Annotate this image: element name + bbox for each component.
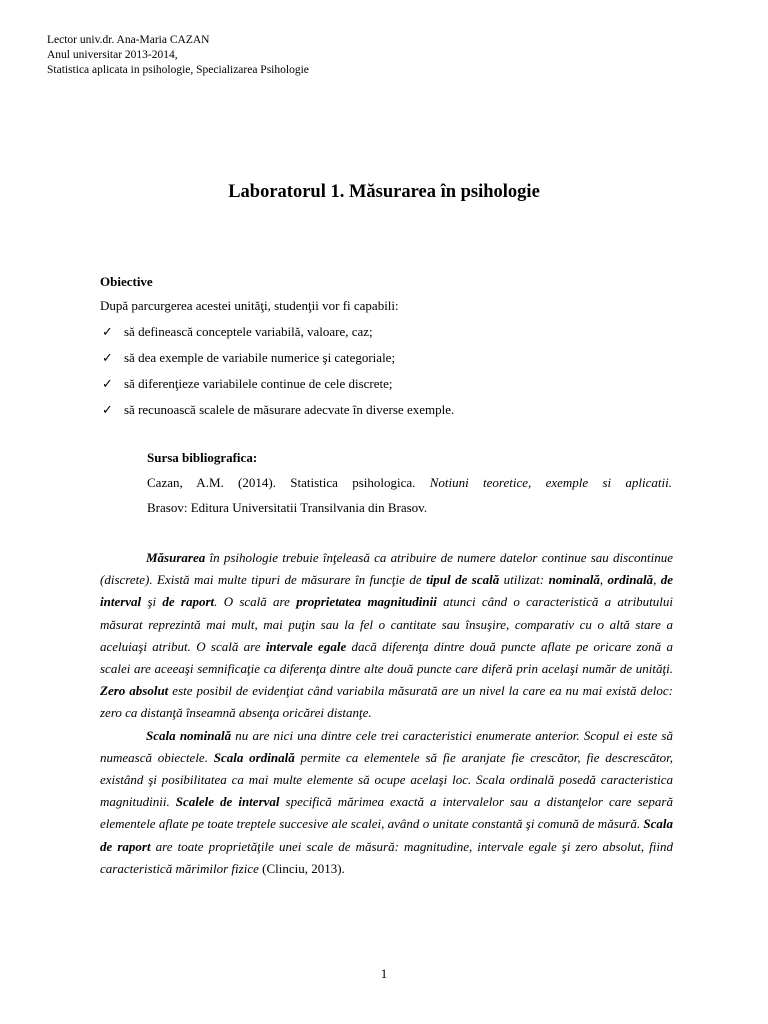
term-nominala: nominală — [548, 572, 600, 588]
bibliography-heading: Sursa bibliografica: — [147, 450, 258, 465]
text-run: în psihologie trebuie înţeleasă ca atribuire de numere datelor continue sau discontinue (discrete). Există mai multe tipuri de măsurare în funcţie de — [100, 550, 673, 588]
header-course: Statistica aplicata in psihologie, Specializarea Psihologie — [47, 64, 309, 76]
paragraph-scales — [100, 725, 673, 880]
text-run: dacă diferenţa dintre două puncte aflate pe oricare zonă a scalei are aceeaşi semnificaţie ca diferenţa dintre alte două puncte care diferă prin acelaşi număr de unităţi. — [100, 638, 673, 677]
bibliography-section — [147, 450, 672, 516]
checkmark-icon: ✓ — [102, 324, 113, 339]
page-title: Laboratorul 1. Măsurarea în psihologie — [228, 182, 540, 202]
text-run: utilizat: — [499, 572, 549, 588]
body-text — [100, 547, 673, 880]
checkmark-icon: ✓ — [102, 402, 113, 417]
document-header — [47, 33, 309, 78]
text-run: este posibil de evidenţiat când variabila măsurată are un nivel la care ea nu mai există deloc: zero ca distanţă înseamnă absenţa oricărei distanţe. — [100, 683, 673, 721]
objective-text: să dea exemple de variabile numerice şi categoriale; — [124, 350, 396, 365]
bibliography-publisher: Brasov: Editura Universitatii Transilvania din Brasov. — [147, 500, 428, 515]
checkmark-icon: ✓ — [102, 376, 113, 391]
text-run: . O scală are — [214, 594, 297, 610]
term-de-interval: de interval — [100, 572, 674, 610]
term-scala-ordinala: Scala ordinală — [213, 749, 295, 765]
text-run: atunci când o caracteristică a atributului măsurat reprezintă mai mult, mai puţin sau la fel o cantitate sau însuşire, comparativ cu o altă stare a aceluiaşi atribut. O scală are — [100, 594, 674, 654]
text-run: nu are nici una dintre cele trei caracteristici enumerate anterior. Scopul ei este să numească obiectele. — [100, 727, 673, 765]
term-intervale-egale: intervale egale — [265, 638, 347, 654]
list-item — [100, 324, 454, 340]
term-de-raport: de raport — [162, 594, 215, 610]
list-item — [100, 376, 454, 392]
term-ordinala: ordinală — [607, 572, 654, 588]
text-run: şi — [141, 594, 163, 610]
objectives-heading: Obiective — [100, 274, 153, 289]
text-run: specifică mărimea exactă a intervalelor sau a distanţelor care separă elementele aflate pe toate treptele succesive ale scalei, având o unitate constantă şi comună de măsură. — [100, 794, 673, 832]
citation-subtitle: Notiuni teoretice, exemple si aplicatii. — [429, 475, 672, 490]
objective-text: să recunoască scalele de măsurare adecvate în diverse exemple. — [124, 402, 455, 417]
citation-clinciu: (Clinciu, 2013). — [258, 860, 345, 876]
list-item — [100, 402, 454, 418]
text-run: , — [653, 572, 661, 588]
term-proprietatea-magnitudinii: proprietatea magnitudinii — [296, 594, 437, 610]
term-scala-de-raport: Scala de raport — [100, 816, 673, 854]
objectives-section — [100, 274, 454, 418]
paragraph-measurement — [100, 547, 673, 725]
citation-author-title: Cazan, A.M. (2014). Statistica psihologica. — [147, 475, 430, 490]
checkmark-icon: ✓ — [102, 350, 113, 365]
text-run: , — [599, 572, 608, 588]
objectives-list — [100, 324, 454, 418]
objectives-intro: După parcurgerea acestei unităţi, studenţii vor fi capabili: — [100, 298, 399, 313]
term-tipul-de-scala: tipul de scală — [426, 572, 500, 588]
objective-text: să diferenţieze variabilele continue de cele discrete; — [124, 376, 393, 391]
page-number: 1 — [380, 966, 388, 981]
term-masurarea: Măsurarea — [146, 550, 206, 565]
text-run: permite ca elementele să fie aranjate fie crescător, fie descrescător, existând şi posibilitatea ca mai multe elemente să ocupe acelaşi loc. Scala ordinală posedă caracteristica magnitudinii. — [100, 749, 674, 810]
header-author: Lector univ.dr. Ana-Maria CAZAN — [47, 34, 210, 46]
objective-text: să definească conceptele variabilă, valoare, caz; — [124, 324, 373, 339]
term-scalele-de-interval: Scalele de interval — [175, 794, 280, 810]
bibliography-citation — [147, 475, 672, 491]
term-zero-absolut: Zero absolut — [100, 683, 169, 699]
term-scala-nominala: Scala nominală — [146, 727, 232, 743]
header-academic-year: Anul universitar 2013-2014, — [47, 49, 178, 61]
text-run: are toate proprietăţile unei scale de măsură: magnitudine, intervale egale şi zero absolut, fiind caracteristică mărimilor fizice — [100, 838, 673, 876]
list-item — [100, 350, 454, 366]
